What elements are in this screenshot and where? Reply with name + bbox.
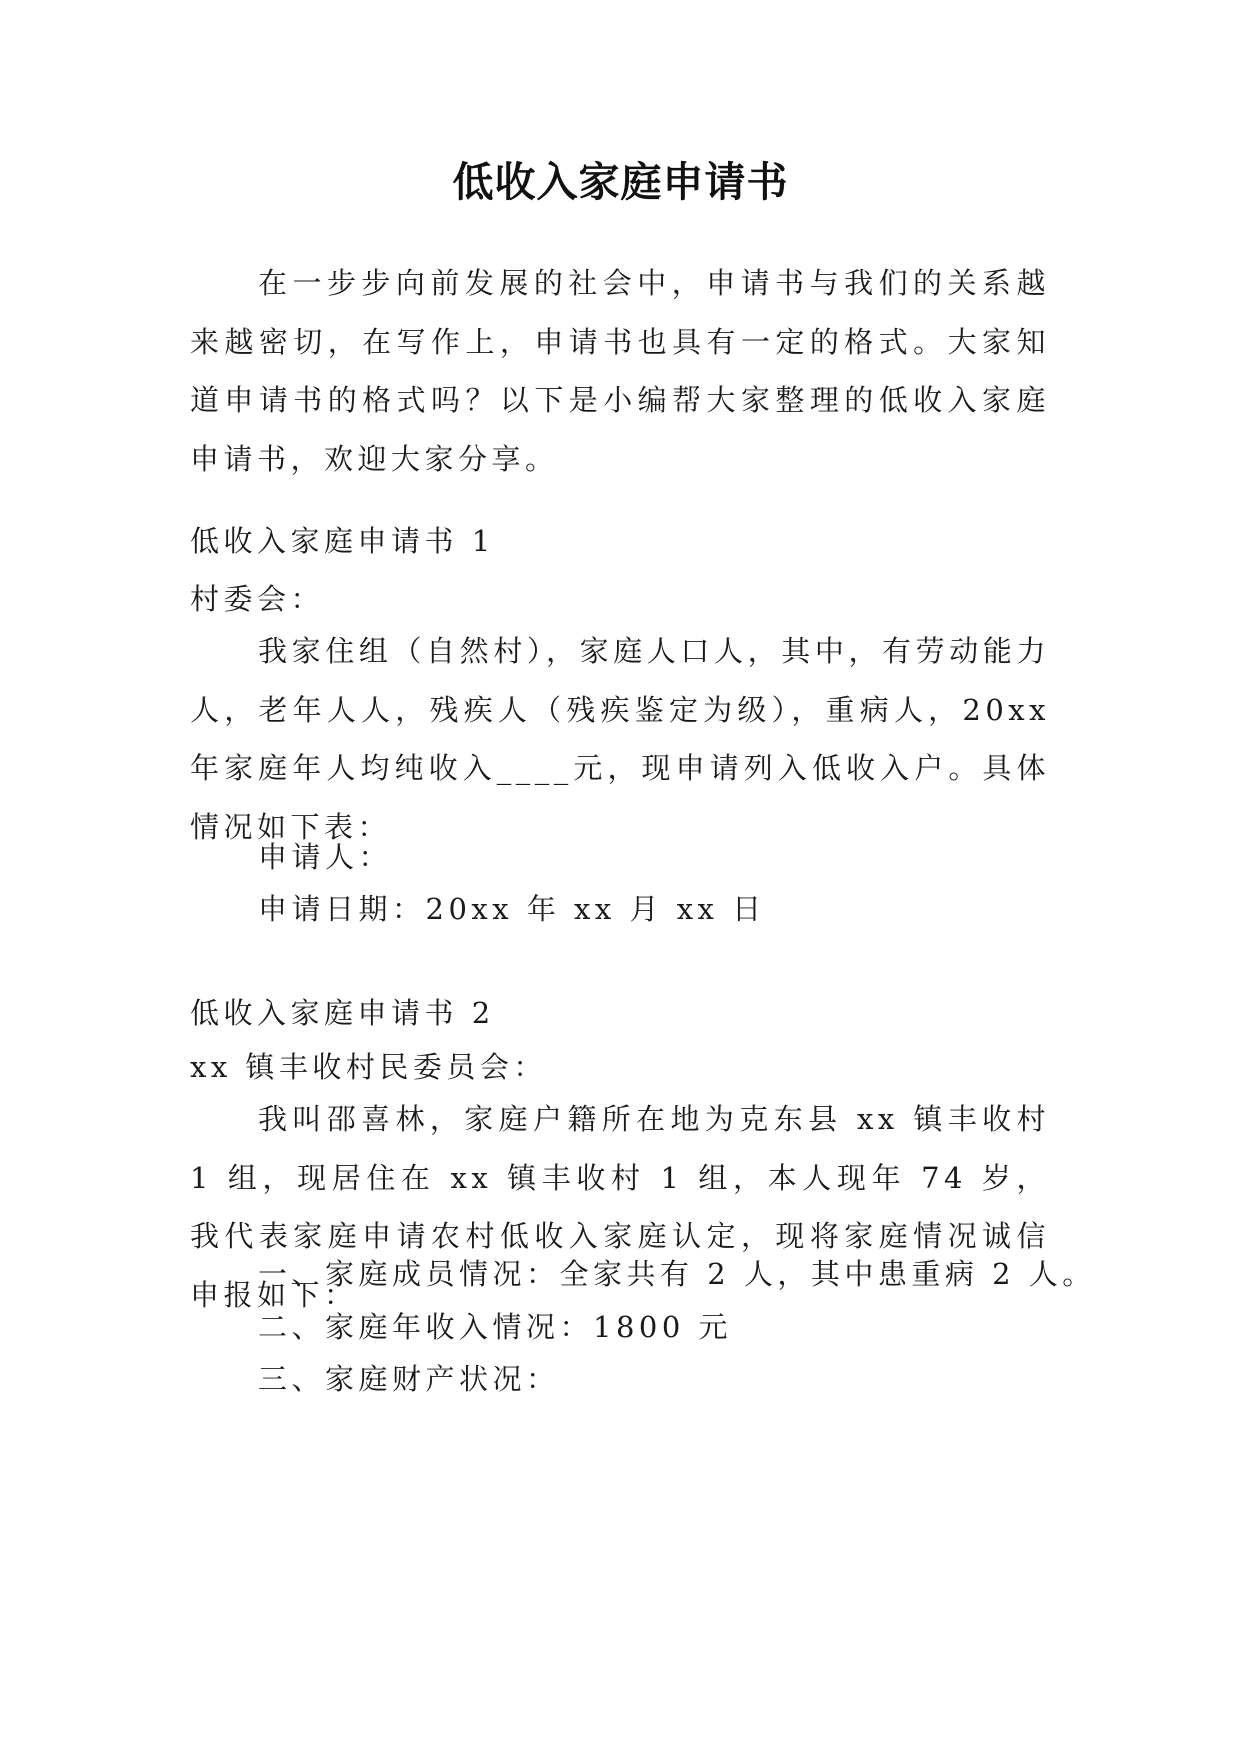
document-title: 低收入家庭申请书 [452, 158, 789, 206]
section2-item1: 一、家庭成员情况：全家共有 2 人，其中患重病 2 人。 [258, 1257, 1096, 1291]
section2-salutation: xx 镇丰收村民委员会： [190, 1050, 547, 1084]
section2-item3: 三、家庭财产状况： [258, 1362, 560, 1396]
section2-heading: 低收入家庭申请书 2 [190, 996, 495, 1030]
section1-salutation: 村委会： [190, 582, 325, 616]
section1-heading: 低收入家庭申请书 1 [190, 524, 495, 558]
section1-body: 我家住组（自然村），家庭人口人，其中，有劳动能力人，老年人人，残疾人（残疾鉴定为级），重病人，20xx 年家庭年人均纯收入____元，现申请列入低收入户。具体情况如下表： [190, 634, 1050, 844]
section1-date: 申请日期：20xx 年 xx 月 xx 日 [258, 892, 766, 926]
intro-paragraph: 在一步步向前发展的社会中，申请书与我们的关系越来越密切，在写作上，申请书也具有一定的格式。大家知道申请书的格式吗？以下是小编帮大家整理的低收入家庭申请书，欢迎大家分享。 [190, 266, 1050, 476]
section1-applicant: 申请人： [258, 840, 393, 874]
section2-item2: 二、家庭年收入情况：1800 元 [258, 1310, 733, 1344]
section2-body: 我叫邵喜林，家庭户籍所在地为克东县 xx 镇丰收村 1 组，现居住在 xx 镇丰收村 1 组，本人现年 74 岁，我代表家庭申请农村低收入家庭认定，现将家庭情况诚信申报如下： [190, 1102, 1050, 1312]
